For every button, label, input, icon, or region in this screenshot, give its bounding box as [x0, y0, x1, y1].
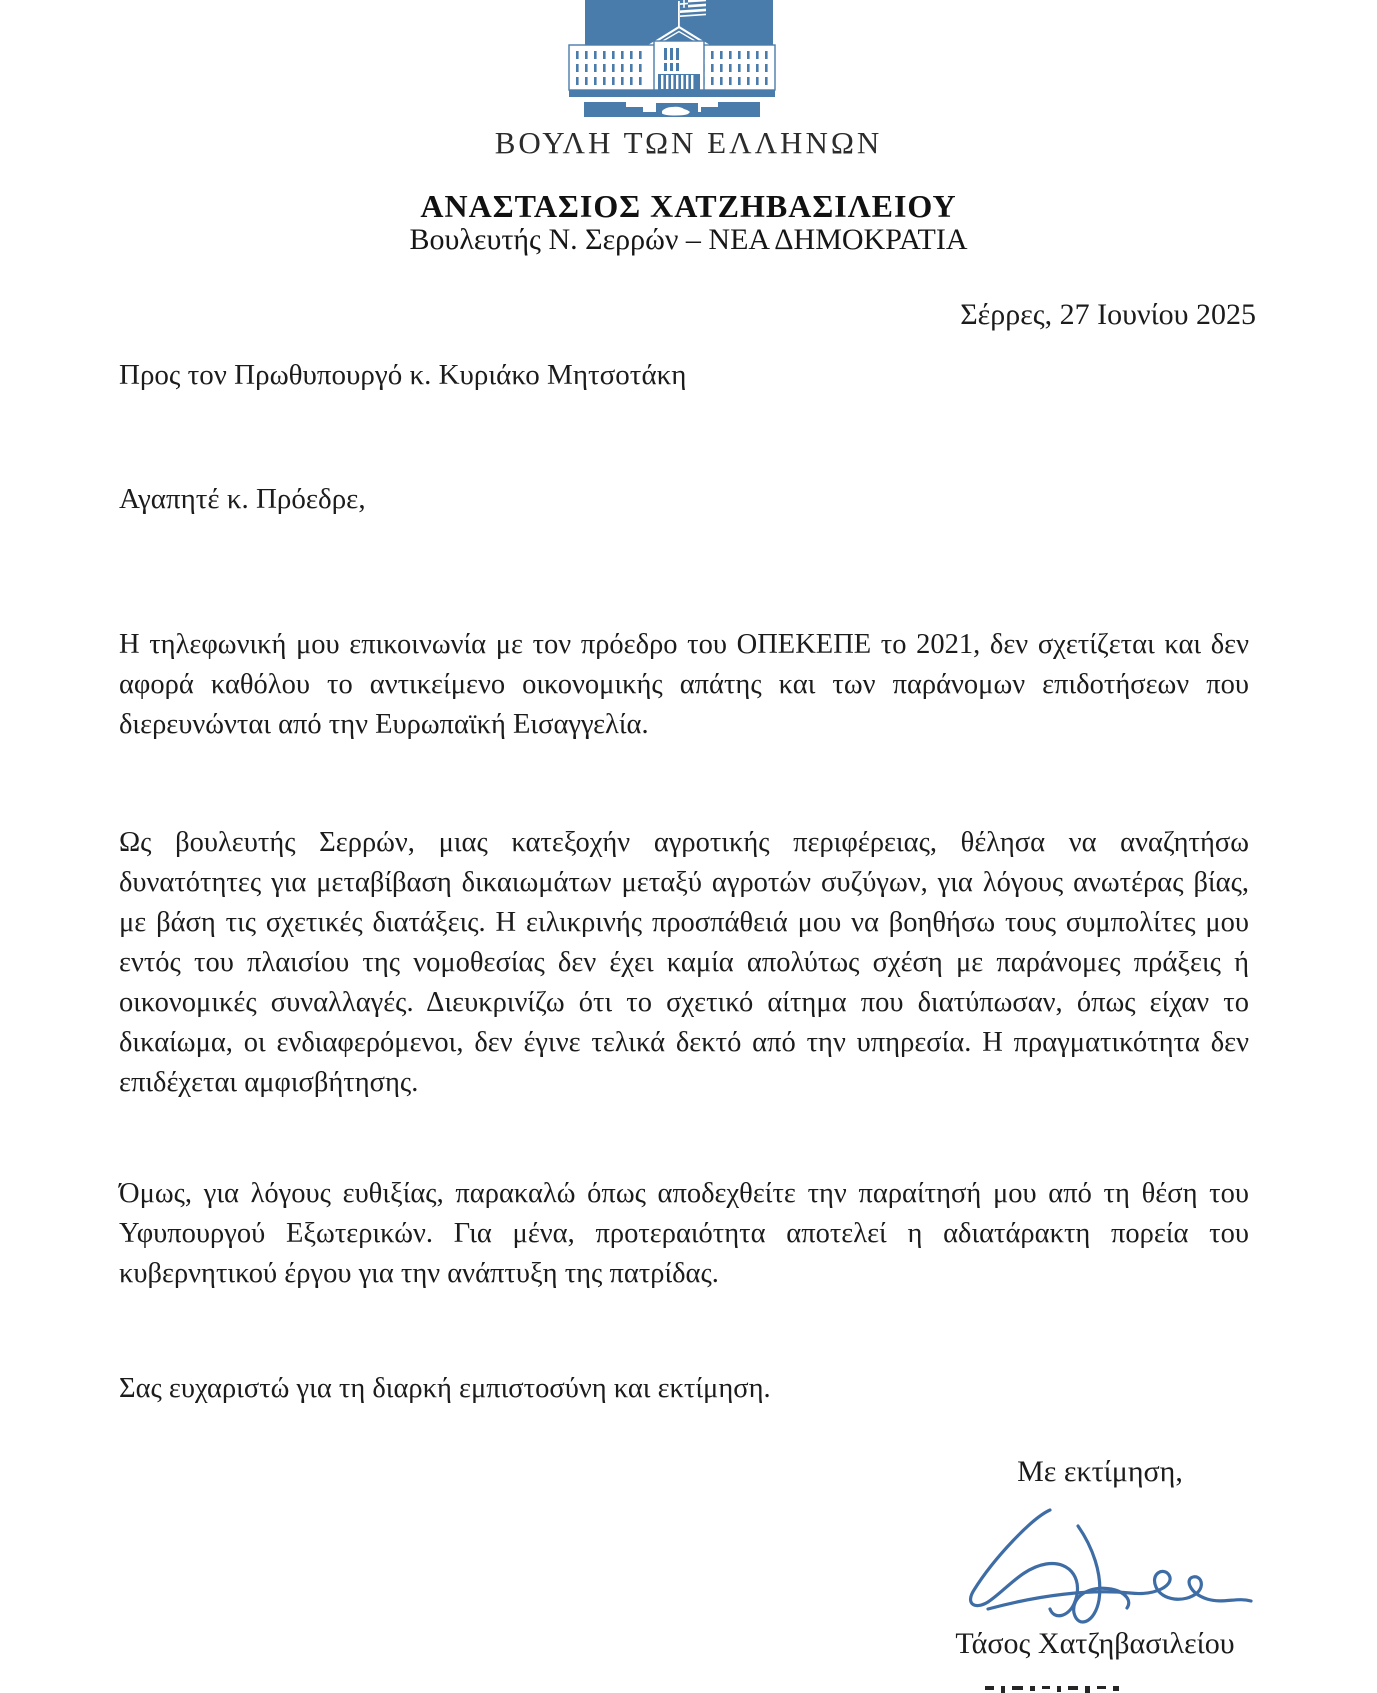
parliament-title: ΒΟΥΛΗ ΤΩΝ ΕΛΛΗΝΩΝ — [494, 125, 883, 160]
emblem-portico — [654, 41, 704, 90]
signature-name: Τάσος Χατζηβασιλείου — [955, 1627, 1235, 1660]
emblem-facade — [569, 41, 775, 97]
dateline: Σέρρες, 27 Ιουνίου 2025 — [960, 298, 1256, 331]
author-name: ΑΝΑΣΤΑΣΙΟΣ ΧΑΤΖΗΒΑΣΙΛΕΙΟΥ — [420, 188, 957, 224]
recipient-line: Προς τον Πρωθυπουργό κ. Κυριάκο Μητσοτάκη — [119, 359, 687, 391]
author-role: Βουλευτής Ν. Σερρών – ΝΕΑ ΔΗΜΟΚΡΑΤΙΑ — [409, 223, 968, 256]
body-paragraph-2: Ως βουλευτής Σερρών, μιας κατεξοχήν αγροτικής περιφέρειας, θέλησα να αναζητήσω δυνατότητες για μεταβίβαση δικαιωμάτων μεταξύ αγροτών συζύγων, για λόγους ανωτέρας βίας, με βάση τις σχετικές διατάξεις. Η ειλικρινής προσπάθειά μου να βοηθήσω τους συμπολίτες μου εντός του πλαισίου της νομοθεσίας δεν έχει καμία απολύτως σχέση με παράνομες πράξεις ή οικονομικές συναλλαγές. Διευκρινίζω ότι το σχετικό αίτημα που διατύπωσαν, όπως είχαν το δικαίωμα, οι ενδιαφερόμενοι, δεν έγινε τελικά δεκτό από την υπηρεσία. Η πραγματικότητα δεν επιδέχεται αμφισβήτησης. — [119, 826, 1249, 1098]
cutoff-text-fragment — [985, 1686, 1155, 1693]
handwritten-signature — [960, 1496, 1255, 1636]
body-paragraph-4: Σας ευχαριστώ για τη διαρκή εμπιστοσύνη και εκτίμηση. — [119, 1372, 771, 1404]
salutation: Αγαπητέ κ. Πρόεδρε, — [119, 483, 366, 515]
body-paragraph-1: Η τηλεφωνική μου επικοινωνία με τον πρόεδρο του ΟΠΕΚΕΠΕ το 2021, δεν σχετίζεται και δεν αφορά καθόλου το αντικείμενο οικονομικής απάτης και των παράνομων επιδοτήσεων που διερευνώνται από την Ευρωπαϊκή Εισαγγελία. — [119, 628, 1249, 740]
closing: Με εκτίμηση, — [1017, 1455, 1183, 1488]
emblem-stairs — [584, 102, 760, 117]
body-paragraph-3: Όμως, για λόγους ευθιξίας, παρακαλώ όπως αποδεχθείτε την παραίτησή μου από τη θέση του Υφυπουργού Εξωτερικών. Για μένα, προτεραιότητα αποτελεί η αδιατάρακτη πορεία του κυβερνητικού έργου για την ανάπτυξη της πατρίδας. — [119, 1177, 1249, 1289]
parliament-logo-icon — [566, 0, 778, 118]
